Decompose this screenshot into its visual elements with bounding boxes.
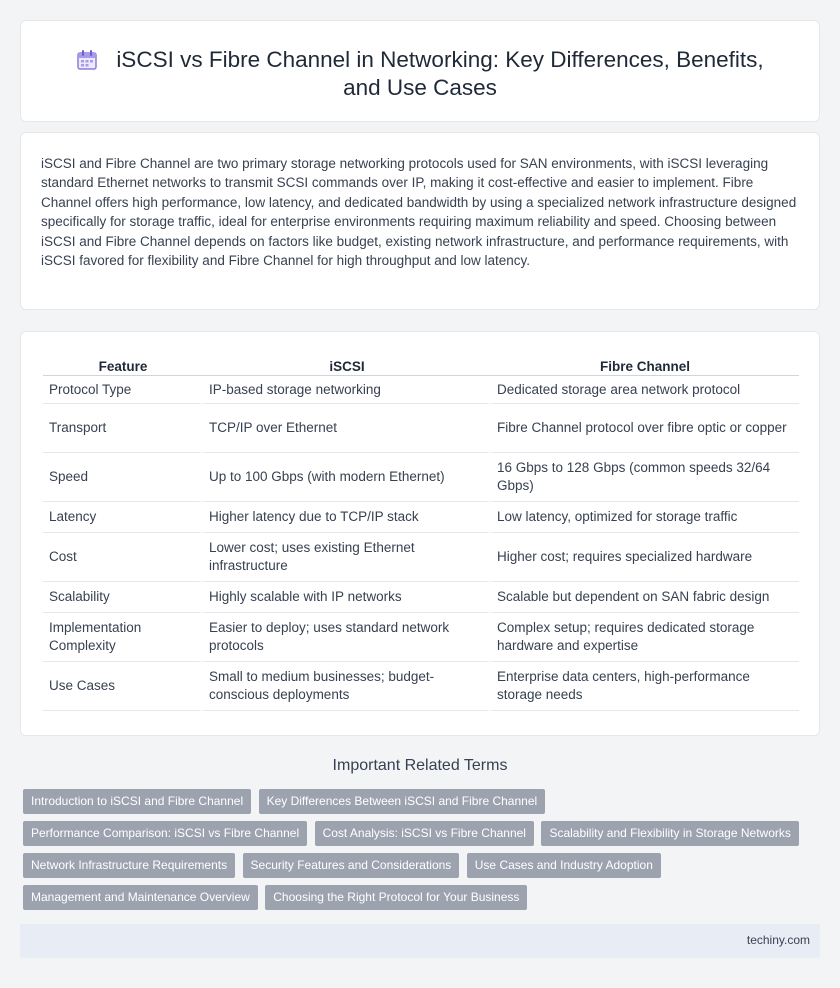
- header-iscsi: iSCSI: [203, 354, 491, 376]
- cell-feature: Use Cases: [43, 662, 203, 711]
- page-title: [61, 46, 779, 102]
- calendar-icon: [76, 49, 98, 71]
- cell-iscsi: IP-based storage networking: [203, 376, 491, 404]
- cell-feature: Latency: [43, 502, 203, 533]
- cell-fibre-channel: Higher cost; requires specialized hardware: [491, 533, 799, 582]
- cell-fibre-channel: Fibre Channel protocol over fibre optic or copper: [491, 404, 799, 453]
- cell-feature: Scalability: [43, 582, 203, 613]
- related-term-link[interactable]: Security Features and Considerations: [243, 853, 460, 878]
- cell-feature: Protocol Type: [43, 376, 203, 404]
- cell-iscsi: Higher latency due to TCP/IP stack: [203, 502, 491, 533]
- related-term-link[interactable]: Scalability and Flexibility in Storage Networks: [541, 821, 798, 846]
- cell-fibre-channel: Low latency, optimized for storage traffic: [491, 502, 799, 533]
- related-term-link[interactable]: Performance Comparison: iSCSI vs Fibre Channel: [23, 821, 307, 846]
- table-row: [43, 533, 799, 582]
- table-row: [43, 613, 799, 662]
- intro-card: [20, 132, 820, 310]
- cell-feature: Transport: [43, 404, 203, 453]
- page-title-text: iSCSI vs Fibre Channel in Networking: Key Differences, Benefits, and Use Cases: [116, 47, 764, 100]
- cell-iscsi: Highly scalable with IP networks: [203, 582, 491, 613]
- footer: [20, 924, 820, 958]
- cell-fibre-channel: Scalable but dependent on SAN fabric design: [491, 582, 799, 613]
- cell-iscsi: Up to 100 Gbps (with modern Ethernet): [203, 453, 491, 502]
- related-term-link[interactable]: Choosing the Right Protocol for Your Business: [265, 885, 527, 910]
- table-header-row: [43, 354, 799, 376]
- cell-feature: Speed: [43, 453, 203, 502]
- comparison-table-card: [20, 331, 820, 736]
- cell-feature: Cost: [43, 533, 203, 582]
- related-term-link[interactable]: Management and Maintenance Overview: [23, 885, 258, 910]
- cell-fibre-channel: Enterprise data centers, high-performance storage needs: [491, 662, 799, 711]
- comparison-table: [43, 354, 799, 711]
- cell-iscsi: TCP/IP over Ethernet: [203, 404, 491, 453]
- header-card: [20, 20, 820, 122]
- table-row: [43, 662, 799, 711]
- cell-iscsi: Lower cost; uses existing Ethernet infrastructure: [203, 533, 491, 582]
- related-terms-heading: Important Related Terms: [332, 757, 508, 774]
- related-term-link[interactable]: Introduction to iSCSI and Fibre Channel: [23, 789, 251, 814]
- related-terms-tags: [23, 789, 823, 917]
- cell-fibre-channel: Complex setup; requires dedicated storage hardware and expertise: [491, 613, 799, 662]
- table-row: [43, 376, 799, 404]
- related-term-link[interactable]: Use Cases and Industry Adoption: [467, 853, 661, 878]
- intro-paragraph: iSCSI and Fibre Channel are two primary storage networking protocols used for SAN environments, with iSCSI leveraging standard Ethernet networks to transmit SCSI commands over IP, making it cost-effective and easier to implement. Fibre Channel offers high performance, low latency, and dedicated bandwidth by using a specialized network infrastructure designed specifically for storage traffic, ideal for enterprise environments requiring maximum reliability and speed. Choosing between iSCSI and Fibre Channel depends on factors like budget, existing network infrastructure, and performance requirements, with iSCSI favored for flexibility and Fibre Channel for high throughput and low latency.: [41, 156, 797, 269]
- cell-feature: Implementation Complexity: [43, 613, 203, 662]
- related-term-link[interactable]: Cost Analysis: iSCSI vs Fibre Channel: [315, 821, 534, 846]
- cell-iscsi: Easier to deploy; uses standard network protocols: [203, 613, 491, 662]
- cell-fibre-channel: Dedicated storage area network protocol: [491, 376, 799, 404]
- table-row: [43, 502, 799, 533]
- table-row: [43, 404, 799, 453]
- footer-site-link[interactable]: techiny.com: [746, 933, 810, 947]
- table-row: [43, 453, 799, 502]
- related-term-link[interactable]: Network Infrastructure Requirements: [23, 853, 235, 878]
- header-fibre-channel: Fibre Channel: [491, 354, 799, 376]
- cell-iscsi: Small to medium businesses; budget-conscious deployments: [203, 662, 491, 711]
- cell-fibre-channel: 16 Gbps to 128 Gbps (common speeds 32/64 Gbps): [491, 453, 799, 502]
- table-row: [43, 582, 799, 613]
- header-feature: Feature: [43, 354, 203, 376]
- related-term-link[interactable]: Key Differences Between iSCSI and Fibre Channel: [259, 789, 546, 814]
